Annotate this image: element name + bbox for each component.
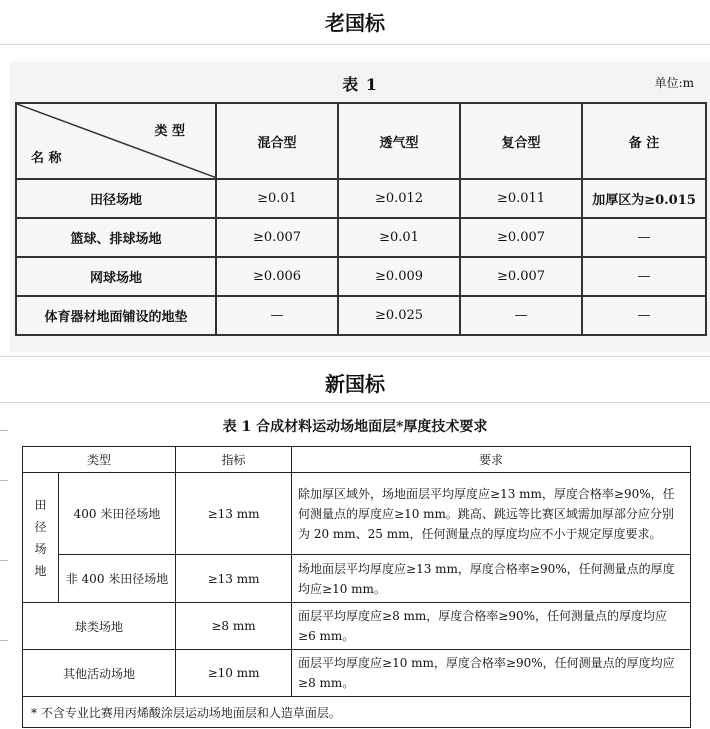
table-cell: ≥0.012 [338, 179, 460, 218]
diagonal-line [17, 104, 217, 178]
table-row [23, 650, 691, 697]
requirement-cell: 面层平均厚度应≥8 mm，厚度合格率≥90%，任何测量点的厚度均应≥6 mm。 [292, 603, 691, 650]
header-cell: 要求 [292, 447, 691, 473]
track-group-cell [23, 473, 59, 603]
header-name-label: 名 称 [31, 151, 62, 166]
new-standard-title: 新国标 [325, 372, 385, 396]
row-name-cell: 田径场地 [16, 179, 216, 218]
table-cell: ≥0.007 [460, 257, 582, 296]
header-cell: 指标 [176, 447, 292, 473]
table-cell: ≥0.007 [460, 218, 582, 257]
table-cell: ≥0.007 [216, 218, 338, 257]
row-name-cell: 网球场地 [16, 257, 216, 296]
old-standard-title: 老国标 [325, 11, 385, 35]
old-table-caption: 表 1 [342, 75, 378, 94]
row-name-cell: 其他活动场地 [23, 650, 176, 697]
diagonal-header-cell [16, 103, 216, 179]
divider [0, 402, 710, 403]
row-name-cell: 球类场地 [23, 603, 176, 650]
footnote: * 不含专业比赛用丙烯酸涂层运动场地面层和人造草面层。 [23, 697, 691, 728]
table-cell: ≥0.025 [338, 296, 460, 335]
header-cell: 复合型 [460, 103, 582, 179]
new-table-caption: 表 1 合成材料运动场地面层*厚度技术要求 [222, 419, 488, 435]
requirement-cell: 除加厚区域外，场地面层平均厚度应≥13 mm，厚度合格率≥90%，任何测量点的厚度应≥10 mm。跳高、跳远等比赛区域需加厚部分应分别为 20 mm、25 mm，任何测量点的厚度均应不小于规定厚度要求。 [292, 473, 691, 555]
table-row [16, 257, 706, 296]
requirement-cell: 面层平均厚度应≥10 mm，厚度合格率≥90%，任何测量点的厚度均应≥8 mm。 [292, 650, 691, 697]
table-cell: ≥0.009 [338, 257, 460, 296]
new-standard-table [22, 446, 691, 728]
table-cell: 加厚区为≥0.015 [582, 179, 706, 218]
requirement-cell: 场地面层平均厚度应≥13 mm，厚度合格率≥90%，任何测量点的厚度均应≥10 mm。 [292, 555, 691, 603]
track-group-char: 地 [34, 563, 47, 578]
margin-mark [0, 640, 8, 641]
index-cell: ≥13 mm [176, 473, 292, 555]
table-row [23, 603, 691, 650]
table-cell: — [582, 218, 706, 257]
index-cell: ≥13 mm [176, 555, 292, 603]
row-name-cell: 400 米田径场地 [59, 473, 176, 555]
table-cell: — [582, 257, 706, 296]
track-group-char: 径 [34, 519, 47, 534]
table-cell: — [460, 296, 582, 335]
row-name-cell: 篮球、排球场地 [16, 218, 216, 257]
header-cell: 备 注 [582, 103, 706, 179]
table-cell: ≥0.01 [338, 218, 460, 257]
footnote-row [23, 697, 691, 728]
index-cell: ≥8 mm [176, 603, 292, 650]
header-cell: 透气型 [338, 103, 460, 179]
track-group-char: 田 [34, 497, 47, 512]
header-cell: 混合型 [216, 103, 338, 179]
table-row [23, 473, 691, 555]
old-table-header-row [16, 103, 706, 179]
old-standard-table [15, 102, 707, 336]
table-cell: — [216, 296, 338, 335]
index-cell: ≥10 mm [176, 650, 292, 697]
new-table-header-row [23, 447, 691, 473]
margin-mark [0, 480, 8, 481]
table-cell: ≥0.011 [460, 179, 582, 218]
table-row [23, 555, 691, 603]
table-row [16, 218, 706, 257]
divider [0, 356, 710, 357]
table-cell: ≥0.006 [216, 257, 338, 296]
row-name-cell: 体育器材地面铺设的地垫 [16, 296, 216, 335]
table-row [16, 179, 706, 218]
old-table-unit: 单位:m [654, 76, 694, 90]
old-standard-table-scan [10, 62, 710, 352]
divider [0, 44, 710, 45]
table-row [16, 296, 706, 335]
table-cell: ≥0.01 [216, 179, 338, 218]
table-cell: — [582, 296, 706, 335]
margin-mark [0, 560, 8, 561]
row-name-cell: 非 400 米田径场地 [59, 555, 176, 603]
track-group-char: 场 [34, 541, 47, 556]
header-cell: 类型 [23, 447, 176, 473]
header-type-label: 类 型 [154, 124, 185, 139]
